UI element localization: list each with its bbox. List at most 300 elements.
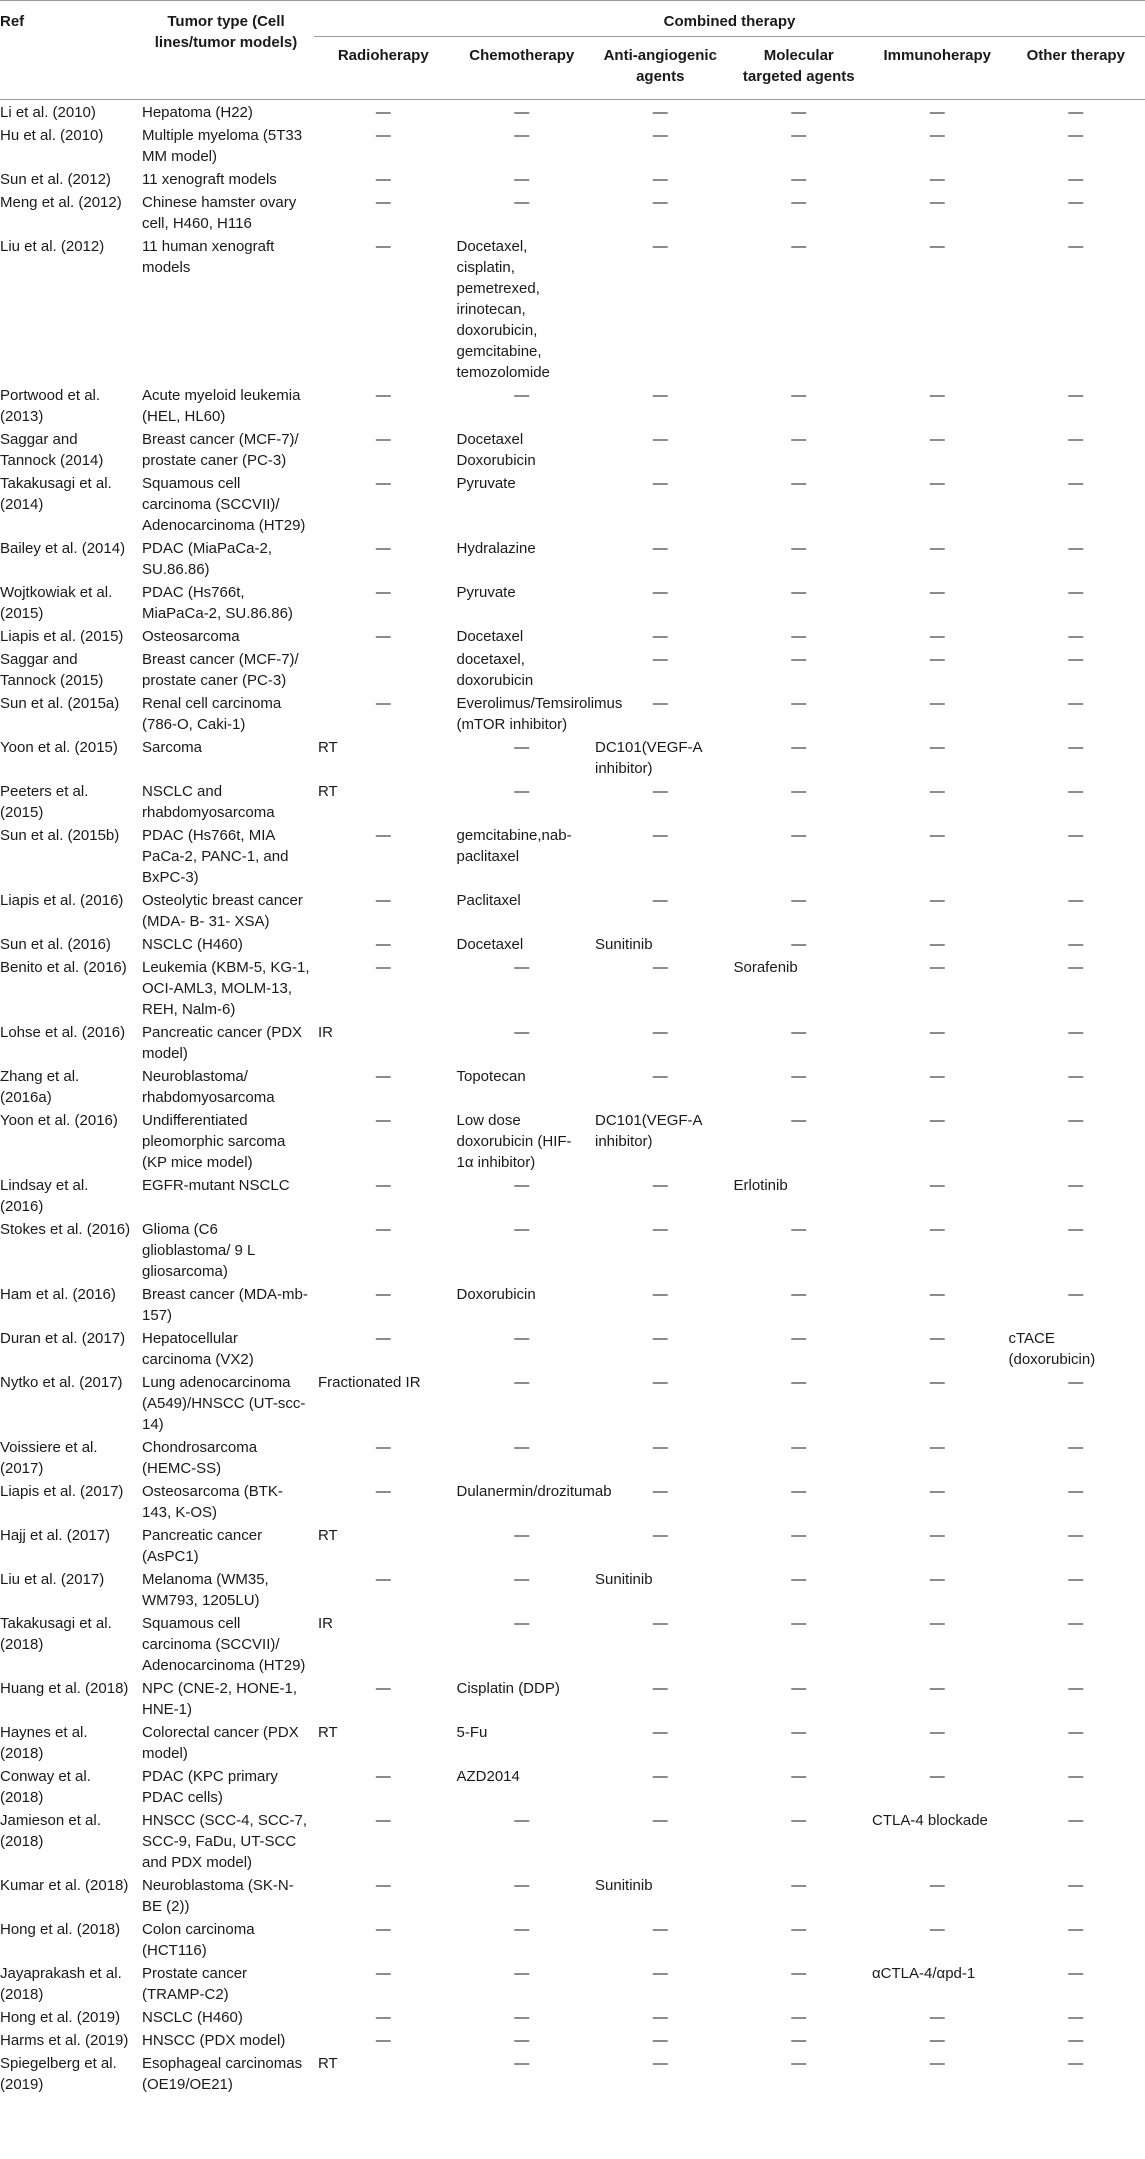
cell-tumor-type: NSCLC (H460) (142, 936, 243, 953)
cell-other-therapy: — (1068, 1768, 1084, 1785)
cell-radiotherapy: — (375, 1921, 391, 1938)
table-row (0, 1064, 1145, 1108)
cell-radiotherapy: — (375, 238, 391, 255)
cell-other-therapy: — (1068, 739, 1084, 756)
cell-immunotherapy: — (929, 431, 945, 448)
cell-tumor-type: Breast cancer (MCF-7)/ prostate caner (PC-3) (142, 431, 299, 469)
cell-ref: Haynes et al. (2018) (0, 1724, 88, 1762)
cell-molecular-targeted: — (791, 628, 807, 645)
cell-molecular-targeted: — (791, 892, 807, 909)
cell-immunotherapy: — (929, 171, 945, 188)
table-row (0, 1676, 1145, 1720)
cell-chemotherapy: — (514, 1330, 530, 1347)
header-combined-therapy: Combined therapy (314, 1, 1145, 37)
cell-anti-angiogenic: — (652, 431, 668, 448)
table-row (0, 955, 1145, 1020)
cell-immunotherapy: — (929, 1221, 945, 1238)
cell-chemotherapy: — (514, 1439, 530, 1456)
cell-chemotherapy: Cisplatin (DDP) (456, 1680, 560, 1697)
cell-ref: Liapis et al. (2015) (0, 628, 124, 645)
cell-anti-angiogenic: — (652, 1680, 668, 1697)
header-radiotherapy: Radioherapy (314, 37, 453, 100)
cell-chemotherapy: — (514, 1024, 530, 1041)
cell-immunotherapy: — (929, 1768, 945, 1785)
cell-other-therapy: — (1068, 1221, 1084, 1238)
table-row (0, 932, 1145, 955)
cell-ref: Saggar and Tannock (2014) (0, 431, 104, 469)
table-row (0, 888, 1145, 932)
cell-ref: Wojtkowiak et al. (2015) (0, 584, 113, 622)
header-tumor-type: Tumor type (Cell lines/tumor models) (138, 1, 314, 100)
cell-anti-angiogenic: — (652, 171, 668, 188)
cell-other-therapy: — (1068, 1374, 1084, 1391)
cell-chemotherapy: Docetaxel Doxorubicin (456, 431, 536, 469)
cell-molecular-targeted: — (791, 1024, 807, 1041)
cell-immunotherapy: — (929, 1330, 945, 1347)
cell-molecular-targeted: — (791, 194, 807, 211)
table-row (0, 823, 1145, 888)
cell-molecular-targeted: Erlotinib (733, 1177, 788, 1194)
cell-ref: Lohse et al. (2016) (0, 1024, 126, 1041)
cell-other-therapy: — (1068, 1439, 1084, 1456)
cell-radiotherapy: — (375, 959, 391, 976)
cell-radiotherapy: — (375, 1330, 391, 1347)
table-row (0, 1917, 1145, 1961)
cell-ref: Meng et al. (2012) (0, 194, 122, 211)
table-row (0, 471, 1145, 536)
cell-radiotherapy: IR (318, 1024, 333, 1041)
cell-other-therapy: — (1068, 783, 1084, 800)
cell-radiotherapy: — (375, 2032, 391, 2049)
cell-chemotherapy: — (514, 783, 530, 800)
table-row (0, 2051, 1145, 2095)
table-row (0, 123, 1145, 167)
table-row (0, 2028, 1145, 2051)
cell-ref: Huang et al. (2018) (0, 1680, 129, 1697)
cell-radiotherapy: — (375, 127, 391, 144)
cell-radiotherapy: — (375, 1483, 391, 1500)
cell-anti-angiogenic: — (652, 104, 668, 121)
cell-radiotherapy: IR (318, 1615, 333, 1632)
cell-other-therapy: — (1068, 1024, 1084, 1041)
cell-radiotherapy: — (375, 695, 391, 712)
cell-ref: Takakusagi et al. (2014) (0, 475, 112, 513)
cell-anti-angiogenic: — (652, 1330, 668, 1347)
cell-other-therapy: — (1068, 171, 1084, 188)
cell-ref: Hong et al. (2018) (0, 1921, 121, 1938)
cell-chemotherapy: Docetaxel, cisplatin, pemetrexed, irinotecan, doxorubicin, gemcitabine, temozolomide (456, 238, 550, 381)
cell-ref: Jayaprakash et al. (2018) (0, 1965, 122, 2003)
cell-radiotherapy: — (375, 1112, 391, 1129)
cell-immunotherapy: — (929, 540, 945, 557)
cell-tumor-type: Multiple myeloma (5T33 MM model) (142, 127, 303, 165)
table-row (0, 383, 1145, 427)
cell-radiotherapy: — (375, 1177, 391, 1194)
cell-immunotherapy: — (929, 2009, 945, 2026)
cell-other-therapy: — (1068, 2032, 1084, 2049)
cell-tumor-type: Hepatocellular carcinoma (VX2) (142, 1330, 254, 1368)
cell-tumor-type: Acute myeloid leukemia (HEL, HL60) (142, 387, 301, 425)
cell-ref: Sun et al. (2016) (0, 936, 111, 953)
cell-other-therapy: — (1068, 1615, 1084, 1632)
cell-tumor-type: Lung adenocarcinoma (A549)/HNSCC (UT-scc-14) (142, 1374, 306, 1433)
cell-tumor-type: Colon carcinoma (HCT116) (142, 1921, 255, 1959)
cell-chemotherapy: — (514, 1221, 530, 1238)
cell-tumor-type: EGFR-mutant NSCLC (142, 1177, 290, 1194)
header-molecular-targeted: Molecular targeted agents (730, 37, 869, 100)
cell-anti-angiogenic: — (652, 1615, 668, 1632)
cell-other-therapy: — (1068, 127, 1084, 144)
cell-ref: Ham et al. (2016) (0, 1286, 116, 1303)
cell-immunotherapy: — (929, 127, 945, 144)
table-row (0, 1020, 1145, 1064)
cell-molecular-targeted: — (791, 238, 807, 255)
cell-chemotherapy: — (514, 1812, 530, 1829)
cell-immunotherapy: — (929, 387, 945, 404)
cell-anti-angiogenic: — (652, 1965, 668, 1982)
cell-ref: Liu et al. (2017) (0, 1571, 105, 1588)
table-row (0, 1326, 1145, 1370)
cell-anti-angiogenic: — (652, 651, 668, 668)
cell-immunotherapy: — (929, 1024, 945, 1041)
cell-chemotherapy: Hydralazine (456, 540, 536, 557)
cell-molecular-targeted: — (791, 1680, 807, 1697)
cell-chemotherapy: — (514, 1571, 530, 1588)
cell-anti-angiogenic: — (652, 1024, 668, 1041)
cell-other-therapy: — (1068, 1812, 1084, 1829)
cell-ref: Nytko et al. (2017) (0, 1374, 123, 1391)
cell-chemotherapy: Pyruvate (456, 584, 516, 601)
cell-other-therapy: — (1068, 1286, 1084, 1303)
cell-chemotherapy: — (514, 1615, 530, 1632)
cell-radiotherapy: — (375, 1571, 391, 1588)
cell-anti-angiogenic: — (652, 1286, 668, 1303)
cell-ref: Sun et al. (2015a) (0, 695, 120, 712)
header-anti-angiogenic: Anti-angiogenic agents (591, 37, 730, 100)
table-row (0, 167, 1145, 190)
table-row (0, 691, 1145, 735)
cell-chemotherapy: — (514, 1527, 530, 1544)
cell-other-therapy: — (1068, 387, 1084, 404)
cell-chemotherapy: Pyruvate (456, 475, 516, 492)
table-row (0, 779, 1145, 823)
cell-ref: Liu et al. (2012) (0, 238, 105, 255)
cell-radiotherapy: — (375, 1286, 391, 1303)
cell-other-therapy: — (1068, 584, 1084, 601)
cell-other-therapy: — (1068, 827, 1084, 844)
cell-ref: Stokes et al. (2016) (0, 1221, 131, 1238)
cell-immunotherapy: — (929, 651, 945, 668)
cell-radiotherapy (314, 647, 453, 691)
cell-immunotherapy: — (929, 1615, 945, 1632)
cell-chemotherapy: — (514, 1921, 530, 1938)
cell-other-therapy: — (1068, 540, 1084, 557)
cell-anti-angiogenic: — (652, 387, 668, 404)
cell-anti-angiogenic: — (652, 1374, 668, 1391)
cell-radiotherapy: — (375, 194, 391, 211)
cell-other-therapy: — (1068, 1068, 1084, 1085)
cell-tumor-type: PDAC (Hs766t, MiaPaCa-2, SU.86.86) (142, 584, 293, 622)
cell-tumor-type: Neuroblastoma (SK-N-BE (2)) (142, 1877, 294, 1915)
table-row (0, 1764, 1145, 1808)
cell-chemotherapy: — (514, 387, 530, 404)
cell-radiotherapy: — (375, 171, 391, 188)
cell-anti-angiogenic: — (652, 1439, 668, 1456)
cell-radiotherapy: — (375, 2009, 391, 2026)
cell-tumor-type: PDAC (MiaPaCa-2, SU.86.86) (142, 540, 273, 578)
cell-radiotherapy: — (375, 431, 391, 448)
cell-immunotherapy: — (929, 1483, 945, 1500)
cell-radiotherapy: — (375, 475, 391, 492)
cell-radiotherapy: — (375, 827, 391, 844)
cell-chemotherapy: AZD2014 (456, 1768, 520, 1785)
cell-molecular-targeted: — (791, 1286, 807, 1303)
cell-anti-angiogenic: Sunitinib (595, 1877, 653, 1894)
cell-other-therapy: — (1068, 2055, 1084, 2072)
cell-molecular-targeted: — (791, 1724, 807, 1741)
cell-anti-angiogenic: DC101(VEGF-A inhibitor) (595, 739, 702, 777)
cell-other-therapy: — (1068, 194, 1084, 211)
cell-molecular-targeted: — (791, 1112, 807, 1129)
cell-immunotherapy: — (929, 936, 945, 953)
cell-molecular-targeted: — (791, 2055, 807, 2072)
cell-tumor-type: Squamous cell carcinoma (SCCVII)/ Adenocarcinoma (HT29) (142, 475, 306, 534)
cell-ref: Conway et al. (2018) (0, 1768, 91, 1806)
cell-chemotherapy: Topotecan (456, 1068, 526, 1085)
cell-molecular-targeted: — (791, 1330, 807, 1347)
cell-immunotherapy: — (929, 2055, 945, 2072)
cell-immunotherapy: — (929, 783, 945, 800)
cell-molecular-targeted: — (791, 540, 807, 557)
cell-ref: Liapis et al. (2017) (0, 1483, 124, 1500)
cell-tumor-type: Pancreatic cancer (AsPC1) (142, 1527, 263, 1565)
cell-radiotherapy: — (375, 628, 391, 645)
cell-tumor-type: NSCLC and rhabdomyosarcoma (142, 783, 275, 821)
cell-other-therapy: — (1068, 1724, 1084, 1741)
cell-immunotherapy: αCTLA-4/αpd-1 (872, 1965, 976, 1982)
cell-tumor-type: HNSCC (SCC-4, SCC-7, SCC-9, FaDu, UT-SCC and PDX model) (142, 1812, 308, 1871)
cell-molecular-targeted: — (791, 584, 807, 601)
cell-radiotherapy: — (375, 1768, 391, 1785)
table-row (0, 1961, 1145, 2005)
cell-ref: Hu et al. (2010) (0, 127, 104, 144)
cell-chemotherapy: — (514, 1965, 530, 1982)
cell-molecular-targeted: — (791, 739, 807, 756)
header-other-therapy: Other therapy (1007, 37, 1145, 100)
cell-tumor-type: PDAC (KPC primary PDAC cells) (142, 1768, 278, 1806)
cell-tumor-type: Osteosarcoma (142, 628, 240, 645)
cell-anti-angiogenic: — (652, 695, 668, 712)
cell-molecular-targeted: — (791, 1068, 807, 1085)
cell-chemotherapy: — (514, 1374, 530, 1391)
cell-molecular-targeted: — (791, 827, 807, 844)
cell-chemotherapy: — (514, 1877, 530, 1894)
cell-anti-angiogenic: — (652, 783, 668, 800)
cell-radiotherapy: — (375, 104, 391, 121)
cell-chemotherapy: docetaxel, doxorubicin (456, 651, 534, 689)
cell-other-therapy: — (1068, 104, 1084, 121)
cell-ref: Portwood et al. (2013) (0, 387, 101, 425)
cell-ref: Li et al. (2010) (0, 104, 96, 121)
table-row (0, 1282, 1145, 1326)
cell-chemotherapy: Low dose doxorubicin (HIF-1α inhibitor) (456, 1112, 572, 1171)
cell-molecular-targeted: — (791, 2032, 807, 2049)
cell-radiotherapy: — (375, 1812, 391, 1829)
cell-radiotherapy: — (375, 1877, 391, 1894)
cell-anti-angiogenic: — (652, 1527, 668, 1544)
cell-other-therapy: — (1068, 892, 1084, 909)
cell-tumor-type: NSCLC (H460) (142, 2009, 243, 2026)
cell-anti-angiogenic: — (652, 628, 668, 645)
cell-anti-angiogenic: — (652, 2032, 668, 2049)
cell-immunotherapy: — (929, 959, 945, 976)
cell-molecular-targeted: Sorafenib (733, 959, 798, 976)
cell-anti-angiogenic: — (652, 238, 668, 255)
cell-ref: Bailey et al. (2014) (0, 540, 126, 557)
cell-molecular-targeted: — (791, 2009, 807, 2026)
cell-immunotherapy: — (929, 475, 945, 492)
table-row (0, 1217, 1145, 1282)
table-row (0, 1567, 1145, 1611)
cell-anti-angiogenic: — (652, 540, 668, 557)
cell-immunotherapy: — (929, 104, 945, 121)
cell-molecular-targeted: — (791, 104, 807, 121)
table-row (0, 190, 1145, 234)
table-row (0, 2005, 1145, 2028)
cell-molecular-targeted: — (791, 387, 807, 404)
cell-anti-angiogenic: DC101(VEGF-A inhibitor) (595, 1112, 702, 1150)
cell-radiotherapy: — (375, 936, 391, 953)
cell-chemotherapy: Docetaxel (456, 936, 524, 953)
cell-other-therapy: — (1068, 1483, 1084, 1500)
cell-immunotherapy: — (929, 1439, 945, 1456)
cell-radiotherapy: RT (318, 783, 338, 800)
cell-other-therapy: — (1068, 936, 1084, 953)
cell-chemotherapy: Doxorubicin (456, 1286, 536, 1303)
cell-anti-angiogenic: Sunitinib (595, 936, 653, 953)
cell-radiotherapy: — (375, 387, 391, 404)
cell-radiotherapy: — (375, 1680, 391, 1697)
cell-other-therapy: — (1068, 959, 1084, 976)
cell-molecular-targeted: — (791, 1615, 807, 1632)
cell-tumor-type: Sarcoma (142, 739, 203, 756)
cell-chemotherapy: — (514, 739, 530, 756)
cell-chemotherapy: Everolimus/Temsirolimus (mTOR inhibitor) (456, 695, 623, 733)
cell-chemotherapy: — (514, 171, 530, 188)
cell-ref: Saggar and Tannock (2015) (0, 651, 104, 689)
cell-molecular-targeted: — (791, 651, 807, 668)
header-ref: Ref (0, 1, 138, 100)
cell-chemotherapy: Paclitaxel (456, 892, 521, 909)
table-row (0, 580, 1145, 624)
cell-molecular-targeted: — (791, 936, 807, 953)
cell-tumor-type: Melanoma (WM35, WM793, 1205LU) (142, 1571, 269, 1609)
cell-anti-angiogenic: — (652, 2055, 668, 2072)
cell-anti-angiogenic: — (652, 584, 668, 601)
table-row (0, 100, 1145, 124)
table-row (0, 1108, 1145, 1173)
cell-tumor-type: Neuroblastoma/ rhabdomyosarcoma (142, 1068, 275, 1106)
cell-molecular-targeted: — (791, 1877, 807, 1894)
cell-tumor-type: 11 human xenograft models (142, 238, 275, 276)
cell-other-therapy: — (1068, 1921, 1084, 1938)
cell-radiotherapy: RT (318, 2055, 338, 2072)
cell-other-therapy: — (1068, 2009, 1084, 2026)
cell-anti-angiogenic: — (652, 1768, 668, 1785)
cell-radiotherapy: — (375, 540, 391, 557)
cell-other-therapy: — (1068, 1877, 1084, 1894)
cell-ref: Yoon et al. (2015) (0, 739, 118, 756)
cell-anti-angiogenic: — (652, 194, 668, 211)
cell-chemotherapy: — (514, 2009, 530, 2026)
cell-immunotherapy: — (929, 628, 945, 645)
cell-anti-angiogenic: — (652, 892, 668, 909)
cell-immunotherapy: — (929, 584, 945, 601)
table-row (0, 1435, 1145, 1479)
cell-chemotherapy: — (514, 127, 530, 144)
cell-tumor-type: Breast cancer (MDA-mb-157) (142, 1286, 308, 1324)
cell-ref: Peeters et al. (2015) (0, 783, 89, 821)
cell-ref: Voissiere et al. (2017) (0, 1439, 98, 1477)
cell-molecular-targeted: — (791, 1527, 807, 1544)
table-body (0, 100, 1145, 2096)
cell-ref: Sun et al. (2015b) (0, 827, 120, 844)
cell-ref: Zhang et al. (2016a) (0, 1068, 80, 1106)
cell-ref: Duran et al. (2017) (0, 1330, 126, 1347)
cell-radiotherapy: — (375, 892, 391, 909)
cell-ref: Harms et al. (2019) (0, 2032, 129, 2049)
cell-tumor-type: HNSCC (PDX model) (142, 2032, 286, 2049)
cell-anti-angiogenic: — (652, 127, 668, 144)
cell-tumor-type: Squamous cell carcinoma (SCCVII)/ Adenocarcinoma (HT29) (142, 1615, 306, 1674)
cell-immunotherapy: — (929, 1877, 945, 1894)
cell-radiotherapy: — (375, 1221, 391, 1238)
cell-other-therapy: — (1068, 238, 1084, 255)
cell-molecular-targeted: — (791, 1221, 807, 1238)
table-row (0, 1720, 1145, 1764)
cell-tumor-type: Pancreatic cancer (PDX model) (142, 1024, 303, 1062)
cell-ref: Yoon et al. (2016) (0, 1112, 118, 1129)
cell-immunotherapy: — (929, 1112, 945, 1129)
cell-anti-angiogenic: — (652, 1068, 668, 1085)
cell-ref: Lindsay et al. (2016) (0, 1177, 89, 1215)
cell-chemotherapy: — (514, 1177, 530, 1194)
cell-anti-angiogenic: — (652, 1812, 668, 1829)
cell-immunotherapy: — (929, 1680, 945, 1697)
cell-tumor-type: Chinese hamster ovary cell, H460, H116 (142, 194, 297, 232)
cell-ref: Hajj et al. (2017) (0, 1527, 111, 1544)
table-row (0, 624, 1145, 647)
cell-molecular-targeted: — (791, 695, 807, 712)
cell-immunotherapy: — (929, 1177, 945, 1194)
cell-radiotherapy: RT (318, 1527, 338, 1544)
table-row (0, 427, 1145, 471)
table-row (0, 735, 1145, 779)
cell-molecular-targeted: — (791, 431, 807, 448)
cell-immunotherapy: — (929, 1921, 945, 1938)
cell-ref: Takakusagi et al. (2018) (0, 1615, 112, 1653)
cell-other-therapy: cTACE (doxorubicin) (1008, 1330, 1096, 1368)
cell-radiotherapy: Fractionated IR (318, 1374, 421, 1391)
cell-immunotherapy: — (929, 194, 945, 211)
table-row (0, 1611, 1145, 1676)
header-immunotherapy: Immunoherapy (868, 37, 1007, 100)
cell-immunotherapy: — (929, 1527, 945, 1544)
table-row (0, 536, 1145, 580)
cell-anti-angiogenic: — (652, 959, 668, 976)
cell-other-therapy: — (1068, 431, 1084, 448)
cell-tumor-type: Glioma (C6 glioblastoma/ 9 L gliosarcoma) (142, 1221, 255, 1280)
